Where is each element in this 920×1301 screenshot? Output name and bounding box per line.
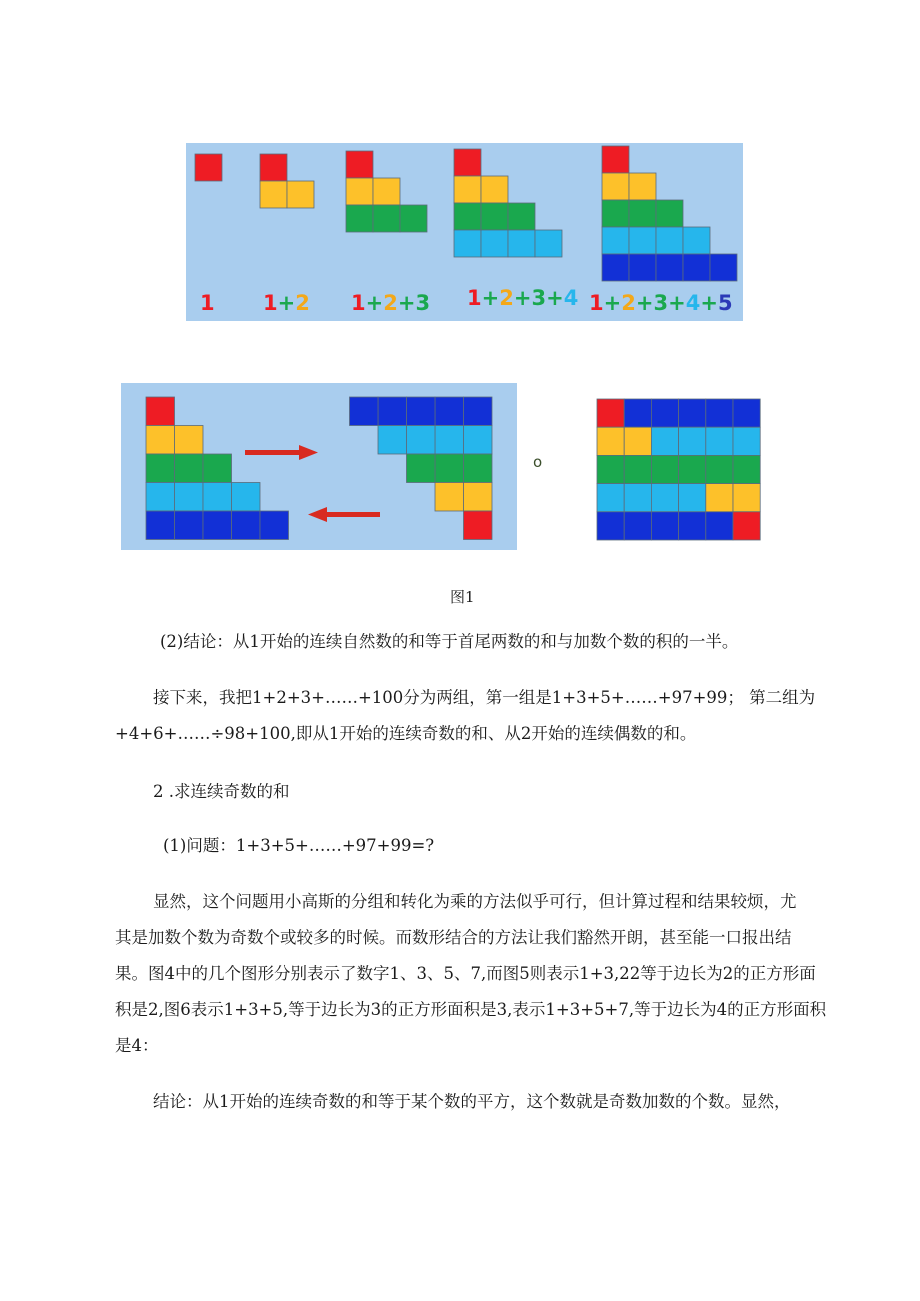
unit-square: [435, 426, 464, 455]
unit-square: [624, 427, 651, 455]
unit-square: [597, 484, 624, 512]
unit-square: [146, 397, 175, 426]
unit-square: [407, 426, 436, 455]
unit-square: [733, 484, 760, 512]
unit-square: [706, 512, 733, 540]
unit-square: [464, 426, 493, 455]
unit-square: [464, 483, 493, 512]
unit-square: [481, 176, 508, 203]
unit-square: [346, 205, 373, 232]
unit-square: [260, 154, 287, 181]
unit-square: [733, 399, 760, 427]
unit-square: [706, 399, 733, 427]
unit-square: [203, 511, 232, 540]
unit-square: [733, 512, 760, 540]
unit-square: [651, 512, 678, 540]
unit-square: [481, 230, 508, 257]
unit-square: [232, 483, 261, 512]
unit-square: [535, 230, 562, 257]
unit-square: [146, 426, 175, 455]
unit-square: [508, 230, 535, 257]
unit-square: [706, 484, 733, 512]
unit-square: [683, 227, 710, 254]
unit-square: [373, 178, 400, 205]
unit-square: [146, 454, 175, 483]
unit-square: [346, 151, 373, 178]
unit-square: [624, 484, 651, 512]
paragraph-line: 是4：: [115, 1036, 159, 1055]
unit-square: [454, 176, 481, 203]
unit-square: [454, 203, 481, 230]
unit-square: [481, 203, 508, 230]
sum-label-1-2-3-4: 1+2+3+4: [467, 286, 579, 310]
unit-square: [656, 254, 683, 281]
unit-square: [624, 455, 651, 483]
unit-square: [435, 483, 464, 512]
figure-caption: 图1: [450, 588, 475, 606]
unit-square: [629, 173, 656, 200]
unit-square: [407, 454, 436, 483]
sum-label-1: 1: [200, 291, 215, 315]
unit-square: [629, 200, 656, 227]
staircase-pair-figure: [121, 383, 517, 550]
paragraph-line: 果。图4中的几个图形分别表示了数字1、3、5、7,而图5则表示1+3,22等于边长为2的正方形面: [115, 964, 816, 983]
staircase-sum-figure: [186, 143, 743, 321]
unit-square: [260, 181, 287, 208]
unit-square: [175, 454, 204, 483]
unit-square: [378, 426, 407, 455]
unit-square: [146, 511, 175, 540]
unit-square: [679, 399, 706, 427]
unit-square: [400, 205, 427, 232]
sum-label-1-2: 1+2: [263, 291, 310, 315]
unit-square: [706, 427, 733, 455]
separator-mark: o: [533, 453, 543, 471]
paragraph-line: 积是2,图6表示1+3+5,等于边长为3的正方形面积是3,表示1+3+5+7,等于边长为4的正方形面积: [115, 1000, 827, 1019]
unit-square: [656, 227, 683, 254]
unit-square: [435, 454, 464, 483]
unit-square: [597, 455, 624, 483]
unit-square: [624, 512, 651, 540]
unit-square: [464, 397, 493, 426]
unit-square: [679, 455, 706, 483]
unit-square: [597, 399, 624, 427]
unit-square: [435, 397, 464, 426]
unit-square: [629, 227, 656, 254]
unit-square: [733, 427, 760, 455]
sum-label-1-2-3: 1+2+3: [351, 291, 431, 315]
unit-square: [597, 512, 624, 540]
unit-square: [287, 181, 314, 208]
unit-square: [378, 397, 407, 426]
unit-square: [464, 454, 493, 483]
paragraph-line: 接下来，我把1+2+3+……+100分为两组，第一组是1+3+5+……+97+99； 第二组为: [153, 688, 816, 707]
unit-square: [602, 254, 629, 281]
unit-square: [710, 254, 737, 281]
unit-square: [706, 455, 733, 483]
unit-square: [203, 483, 232, 512]
unit-square: [407, 397, 436, 426]
unit-square: [679, 484, 706, 512]
unit-square: [350, 397, 379, 426]
unit-square: [195, 154, 222, 181]
unit-square: [733, 455, 760, 483]
paragraph-line: +4+6+……÷98+100,即从1开始的连续奇数的和、从2开始的连续偶数的和。: [115, 724, 697, 743]
unit-square: [602, 146, 629, 173]
paragraph-line: 显然，这个问题用小高斯的分组和转化为乘的方法似乎可行，但计算过程和结果较烦，尤: [153, 892, 797, 911]
question-line: (1)问题：1+3+5+……+97+99=?: [163, 836, 435, 855]
unit-square: [679, 427, 706, 455]
combined-rectangle-figure: [596, 398, 762, 543]
unit-square: [651, 427, 678, 455]
unit-square: [683, 254, 710, 281]
unit-square: [454, 149, 481, 176]
unit-square: [602, 173, 629, 200]
unit-square: [232, 511, 261, 540]
section-heading: 2 .求连续奇数的和: [153, 782, 290, 801]
unit-square: [624, 399, 651, 427]
unit-square: [175, 426, 204, 455]
unit-square: [346, 178, 373, 205]
unit-square: [602, 227, 629, 254]
unit-square: [175, 483, 204, 512]
unit-square: [175, 511, 204, 540]
unit-square: [454, 230, 481, 257]
unit-square: [260, 511, 289, 540]
unit-square: [203, 454, 232, 483]
unit-square: [146, 483, 175, 512]
unit-square: [656, 200, 683, 227]
unit-square: [679, 512, 706, 540]
unit-square: [602, 200, 629, 227]
unit-square: [651, 399, 678, 427]
unit-square: [651, 455, 678, 483]
unit-square: [651, 484, 678, 512]
conclusion-paragraph: (2)结论：从1开始的连续自然数的和等于首尾两数的和与加数个数的积的一半。: [160, 632, 739, 651]
sum-label-1-2-3-4-5: 1+2+3+4+5: [589, 291, 733, 315]
paragraph-line: 其是加数个数为奇数个或较多的时候。而数形结合的方法让我们豁然开朗，甚至能一口报出结: [115, 928, 792, 947]
unit-square: [597, 427, 624, 455]
unit-square: [629, 254, 656, 281]
unit-square: [373, 205, 400, 232]
conclusion-paragraph: 结论：从1开始的连续奇数的和等于某个数的平方，这个数就是奇数加数的个数。显然，: [153, 1092, 791, 1111]
unit-square: [464, 511, 493, 540]
unit-square: [508, 203, 535, 230]
